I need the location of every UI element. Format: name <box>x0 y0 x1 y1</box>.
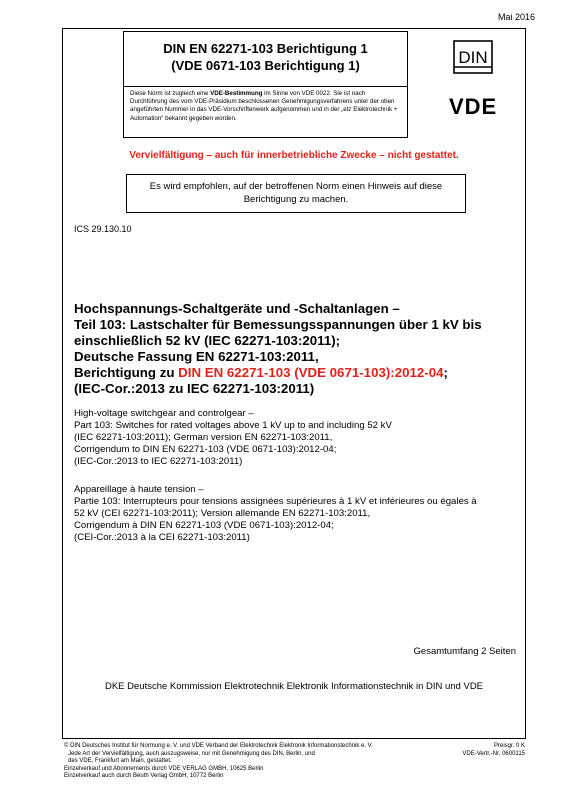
document-title-line1: DIN EN 62271-103 Berichtigung 1 <box>163 41 368 56</box>
french-title <box>74 484 524 544</box>
french-title-line5: (CEI-Cor.:2013 à la CEI 62271-103:2011) <box>74 532 250 543</box>
publication-date: Mai 2016 <box>497 12 535 22</box>
notice-text-part2: im Sinne von VDE 0022. Sie ist nach Durchführung des vom VDE-Präsidium beschlossenen Genehmigungsverfahrens unter der oben angeführten Nummer in das VDE-Vorschriftenwerk aufgenommen und in der „etz Elektrotechnik + Automation“ bekannt gegeben worden. <box>130 90 398 122</box>
document-title-line2: (VDE 0671-103 Berichtigung 1) <box>171 58 360 73</box>
german-title-line3: einschließlich 52 kV (IEC 62271-103:2011); <box>74 333 341 348</box>
german-title-line5 <box>74 365 524 381</box>
vde-logo: VDE <box>449 94 498 119</box>
notice-text-part1: Diese Norm ist zugleich eine <box>130 90 211 97</box>
english-title-line2: Part 103: Switches for rated voltages above 1 kV up to and including 52 kV <box>74 420 392 431</box>
french-title-line4: Corrigendum à DIN EN 62271-103 (VDE 0671-103):2012-04; <box>74 520 334 531</box>
german-title-line5-suffix: ; <box>443 365 448 380</box>
price-group: Preisgr. 0 K <box>493 743 525 749</box>
din-logo-text: DIN <box>458 48 488 67</box>
footer-line3: des VDE, Frankfurt am Main, gestattet. <box>68 758 172 765</box>
notice-text-bold: VDE-Bestimmung <box>210 90 263 97</box>
hint-line1: Es wird empfohlen, auf der betroffenen Norm einen Hinweis auf diese <box>149 181 443 192</box>
footer-line2: Jede Art der Vervielfältigung, auch auszugsweise, nur mit Genehmigung des DIN, Berlin, und <box>68 750 315 757</box>
english-title-line5: (IEC-Cor.:2013 to IEC 62271-103:2011) <box>74 456 243 467</box>
french-title-line1: Appareillage à haute tension – <box>74 484 204 495</box>
dke-line: DKE Deutsche Kommission Elektrotechnik Elektronik Informationstechnik in DIN und VDE <box>104 681 484 692</box>
footer-line5: Einzelverkauf auch durch Beuth Verlag GmbH, 10772 Berlin <box>64 773 224 780</box>
german-title <box>74 301 524 397</box>
din-logo <box>453 40 493 74</box>
price-info <box>462 743 525 758</box>
german-title-line5-prefix: Berichtigung zu <box>74 365 179 380</box>
footer-line1: © DIN Deutsches Institut für Normung e. V. und VDE Verband der Elektrotechnik Elektronik Informationstechnik e. V. <box>64 743 373 749</box>
hint-box <box>126 174 466 213</box>
german-title-line6: (IEC-Cor.:2013 zu IEC 62271-103:2011) <box>74 381 315 396</box>
german-title-line4: Deutsche Fassung EN 62271-103:2011, <box>74 349 319 364</box>
english-title-line1: High-voltage switchgear and controlgear – <box>74 408 254 419</box>
english-title-line4: Corrigendum to DIN EN 62271-103 (VDE 0671-103):2012-04; <box>74 444 337 455</box>
vde-notice-box <box>123 86 408 138</box>
reproduction-notice: Vervielfältigung – auch für innerbetriebliche Zwecke – nicht gestattet. <box>129 150 459 161</box>
total-pages: Gesamtumfang 2 Seiten <box>413 646 516 657</box>
ics-code: ICS 29.130.10 <box>74 224 132 234</box>
french-title-line3: 52 kV (CEI 62271-103:2011); Version allemande EN 62271-103:2011, <box>74 508 371 519</box>
german-title-line1: Hochspannungs-Schaltgeräte und -Schaltanlagen – <box>74 301 400 316</box>
german-title-line2: Teil 103: Lastschalter für Bemessungsspannungen über 1 kV bis <box>74 317 482 332</box>
vde-order-number: VDE-Vertr.-Nr. 0600115 <box>462 750 525 757</box>
footer-line4: Einzelverkauf und Abonnements durch VDE VERLAG GMBH, 10625 Berlin <box>64 765 264 772</box>
document-title-box <box>123 31 408 87</box>
corrected-standard-reference: DIN EN 62271-103 (VDE 0671-103):2012-04 <box>178 365 444 380</box>
english-title <box>74 408 524 468</box>
french-title-line2: Partie 103: Interrupteurs pour tensions assignées supérieures à 1 kV et inférieures ou égales à <box>74 496 477 507</box>
hint-line2: Berichtigung zu machen. <box>243 194 349 205</box>
english-title-line3: (IEC 62271-103:2011); German version EN 62271-103:2011, <box>74 432 333 443</box>
